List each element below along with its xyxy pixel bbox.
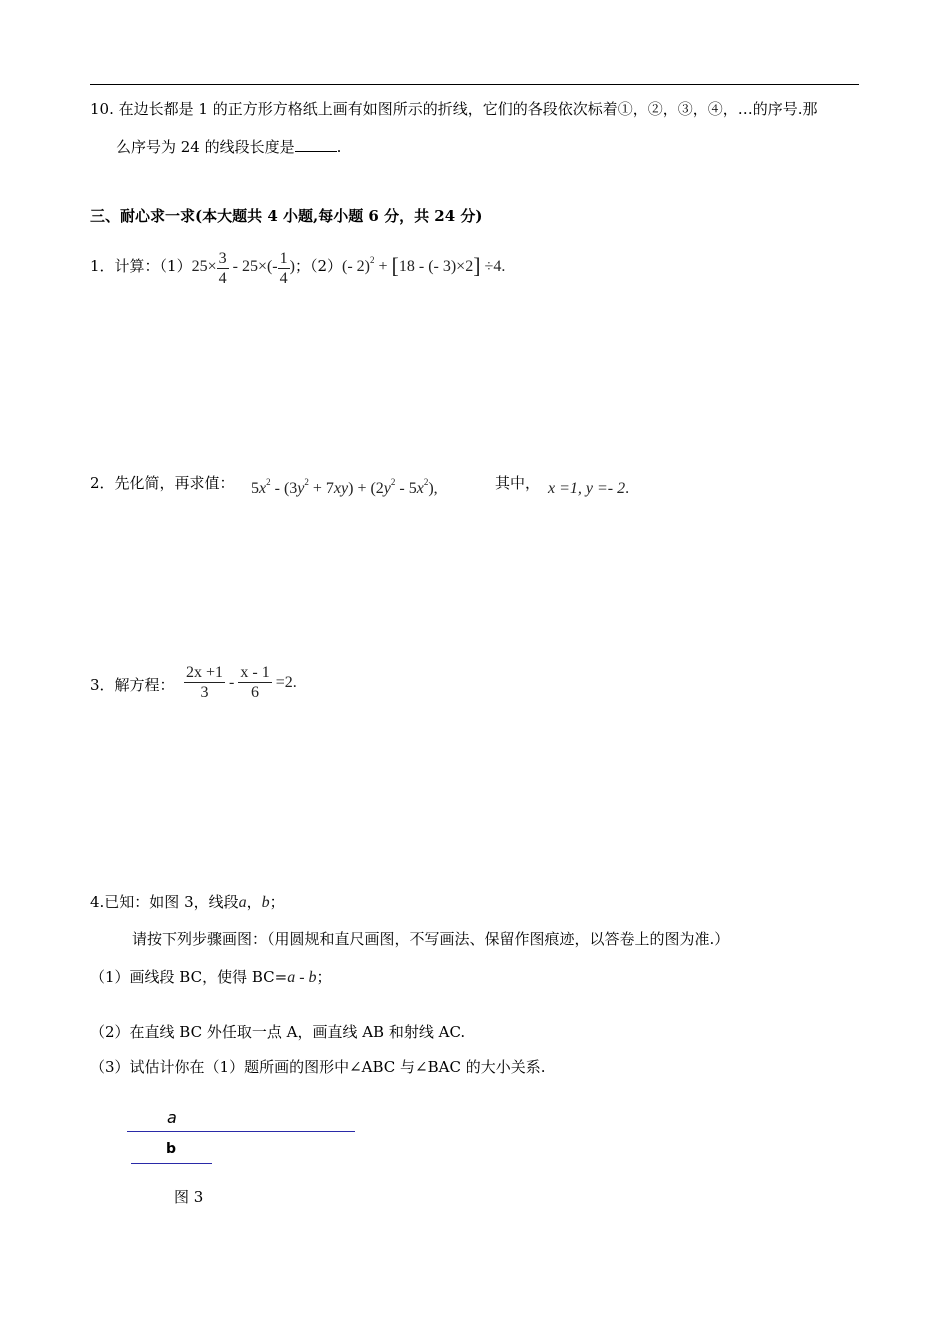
figure-label-b: b — [166, 1141, 177, 1157]
p2-d: ) + (2 — [348, 480, 384, 497]
problem-4-line1 — [90, 891, 285, 912]
problem-4-step-2: （2）在直线 BC 外任取一点 A，画直线 AB 和射线 AC. — [90, 1023, 466, 1041]
problem-3 — [90, 674, 175, 695]
p2-exp1: 2 — [266, 477, 271, 487]
top-rule — [90, 84, 859, 85]
p2-f: ), — [428, 480, 438, 497]
p4-s1-expr: a - b — [287, 969, 317, 986]
p3-end: . — [292, 674, 297, 692]
figure-caption: 图 3 — [174, 1188, 204, 1206]
m2-plus: + — [374, 258, 392, 276]
p2-b: - (3 — [270, 480, 298, 497]
p2-e: - 5 — [395, 480, 417, 497]
segment-b — [131, 1163, 212, 1164]
p3-fraction-1 — [184, 664, 225, 703]
problem-2 — [90, 472, 235, 493]
m2-rbr: ] — [473, 253, 481, 279]
m1-b: 25 — [241, 258, 258, 276]
p4-line1-text: 4.已知：如图 3，线段 — [90, 893, 239, 911]
q10-line1-text: 10. 在边长都是 1 的正方形方格纸上画有如图所示的折线，它们的各段依次标着①，②，③，④，…的序号.那 — [90, 100, 818, 118]
p2-cond: x =1, y =- 2 — [548, 480, 626, 497]
q10-line2-end: . — [336, 138, 342, 156]
frac2-den: 4 — [279, 270, 288, 287]
p4-var-a: a — [238, 894, 247, 911]
problem-4-step-1 — [90, 966, 332, 987]
p2-exp2: 2 — [304, 477, 309, 487]
p2-y1: y — [297, 480, 305, 497]
q10-line2 — [116, 136, 341, 157]
m1-close: ) — [289, 258, 295, 276]
problem-3-equation — [184, 664, 297, 703]
m2-end: . — [501, 258, 506, 276]
frac-num: 3 — [218, 250, 227, 267]
problem-1-expr-1 — [191, 250, 295, 287]
problem-1-sep: ；（2） — [294, 257, 343, 276]
p3-f1-den: 3 — [200, 684, 209, 701]
p3-minus: - — [225, 674, 239, 692]
m2-open: (- 2) — [342, 258, 370, 276]
problem-1-label: 1．计算：（1） — [90, 257, 192, 276]
answer-blank[interactable] — [295, 139, 337, 152]
p3-f2-den: 6 — [251, 684, 260, 701]
problem-3-label: 3．解方程： — [90, 676, 175, 694]
q10-line2-text: 么序号为 24 的线段长度是 — [116, 138, 295, 156]
problem-4-instructions: 请按下列步骤画图：（用圆规和直尺画图，不写画法、保留作图痕迹，以答卷上的图为准.） — [132, 930, 730, 948]
problem-4-step-3: （3）试估计你在（1）题所画的图形中∠ABC 与∠BAC 的大小关系. — [90, 1058, 546, 1076]
p4-comma: ， — [246, 893, 262, 911]
p2-c: + 7 — [308, 480, 334, 497]
p2-end: . — [625, 480, 630, 497]
p4-s1-text: （1）画线段 BC，使得 BC= — [90, 968, 288, 986]
m2-div: ÷4 — [480, 258, 502, 276]
problem-1 — [90, 248, 505, 287]
m2-lbr: [ — [391, 253, 399, 279]
problem-1-expr-2 — [342, 253, 506, 279]
m1-times2: ×(- — [257, 258, 278, 276]
frac2-num: 1 — [279, 250, 288, 267]
p2-y2: y — [383, 480, 391, 497]
p2-exp3: 2 — [390, 477, 396, 487]
p3-fraction-2 — [238, 664, 271, 703]
p3-f1-num: 2x +1 — [186, 664, 224, 681]
p3-f2-num: x - 1 — [240, 664, 270, 681]
p2-exp4: 2 — [423, 477, 429, 487]
fraction-3-4 — [217, 250, 229, 289]
p2-a: 5 — [251, 480, 259, 497]
p4-s1-end: ； — [316, 968, 332, 986]
fraction-1-4 — [278, 250, 290, 289]
m2-inner: 18 - (- 3)×2 — [398, 258, 474, 276]
figure-label-a: a — [167, 1108, 177, 1127]
problem-2-expr — [251, 477, 438, 498]
p2-x1: x — [259, 480, 267, 497]
m2-exp: 2 — [370, 255, 375, 266]
problem-2-label: 2．先化简，再求值： — [90, 474, 235, 492]
p3-eq: =2 — [271, 674, 293, 692]
p4-semi: ； — [269, 893, 285, 911]
problem-2-mid: 其中， — [495, 474, 541, 492]
p2-x2: x — [416, 480, 424, 497]
p2-xy: xy — [333, 480, 349, 497]
frac-den: 4 — [218, 270, 227, 287]
m1-minus: - — [228, 258, 242, 276]
p4-var-b: b — [261, 894, 270, 911]
m1-a: 25 — [191, 258, 208, 276]
segment-a — [127, 1131, 355, 1132]
problem-2-condition — [548, 480, 629, 498]
section-3-heading: 三、耐心求一求(本大题共 4 小题,每小题 6 分，共 24 分) — [90, 207, 483, 225]
q10-line1 — [90, 98, 817, 119]
m1-times: × — [207, 258, 217, 276]
